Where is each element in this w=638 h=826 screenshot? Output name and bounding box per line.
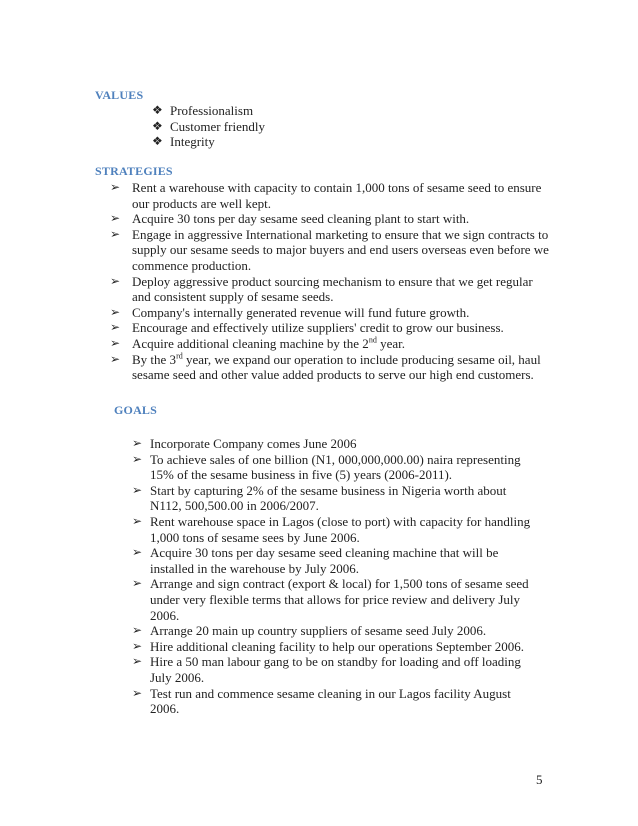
list-item: ➢ Company's internally generated revenue will fund future growth. [110,304,470,320]
arrow-bullet-icon: ➢ [110,335,121,350]
arrow-bullet-icon: ➢ [132,436,143,450]
arrow-bullet-icon: ➢ [110,273,121,288]
arrow-bullet-icon: ➢ [132,623,143,638]
arrow-bullet-icon: ➢ [110,320,121,335]
values-list [152,103,452,150]
list-item: ➢ Arrange 20 main up country suppliers of sesame seed July 2006. [132,623,487,639]
list-item: ❖ Customer friendly [152,118,265,134]
diamond-bullet-icon: ❖ [152,134,163,149]
arrow-bullet-icon: ➢ [110,180,121,194]
list-item: ➢ Hire additional cleaning facility to help our operations September 2006. [132,638,525,654]
list-item: ➢ Test run and commence sesame cleaning in our Lagos facility August 2006. [132,685,511,717]
strategies-heading: STRATEGIES [95,164,173,178]
list-item: ➢ Start by capturing 2% of the sesame business in Nigeria worth about N112, 500,500.00 in 2006/2007. [132,482,507,514]
arrow-bullet-icon: ➢ [132,451,143,466]
list-item: ➢ Acquire additional cleaning machine by the 2nd year. [110,335,405,351]
list-item: ➢ Encourage and effectively utilize suppliers' credit to grow our business. [110,320,504,336]
list-item: ➢ Rent warehouse space in Lagos (close to port) with capacity for handling 1,000 tons of sesame sees by June 2006. [132,513,531,545]
goals-list [132,436,532,717]
list-item: ➢ Hire a 50 man labour gang to be on standby for loading and off loading July 2006. [132,654,521,685]
list-item: ➢ Arrange and sign contract (export & local) for 1,500 tons of sesame seed under very flexible terms that allows for price review and delivery July 2006. [132,576,529,623]
arrow-bullet-icon: ➢ [132,685,143,700]
list-item: ➢ By the 3rd year, we expand our operation to include producing sesame oil, haul sesame seed and other value added products to serve our high end customers. [110,351,541,383]
arrow-bullet-icon: ➢ [110,226,121,241]
diamond-bullet-icon: ❖ [152,118,163,133]
list-item: ➢ Acquire 30 tons per day sesame seed cleaning machine that will be installed in the warehouse by July 2006. [132,545,499,576]
arrow-bullet-icon: ➢ [132,513,143,528]
arrow-bullet-icon: ➢ [132,654,143,669]
page-number: 5 [536,772,543,787]
strategies-list [110,180,550,383]
arrow-bullet-icon: ➢ [110,211,121,226]
values-heading: VALUES [95,88,144,102]
arrow-bullet-icon: ➢ [132,638,143,653]
diamond-bullet-icon: ❖ [152,103,163,117]
arrow-bullet-icon: ➢ [132,545,143,560]
list-item: ➢ Acquire 30 tons per day sesame seed cleaning plant to start with. [110,211,470,227]
list-item: ➢ To achieve sales of one billion (N1, 000,000,000.00) naira representing 15% of the sesame business in five (5) years (2006-2011). [132,451,521,483]
list-item: ➢ Engage in aggressive International marketing to ensure that we sign contracts to supply our sesame seeds to major buyers and end users overseas even before we commence production. [110,226,549,273]
arrow-bullet-icon: ➢ [110,351,121,366]
list-item: ➢ Rent a warehouse with capacity to contain 1,000 tons of sesame seed to ensure our products are well kept. [110,180,542,211]
arrow-bullet-icon: ➢ [132,482,143,497]
list-item: ➢ Deploy aggressive product sourcing mechanism to ensure that we get regular and consistent supply of sesame seeds. [110,273,533,305]
list-item: ➢ Incorporate Company comes June 2006 [132,436,357,451]
list-item: ❖ Integrity [152,134,215,150]
list-item: ❖ Professionalism [152,103,254,118]
arrow-bullet-icon: ➢ [132,576,143,591]
arrow-bullet-icon: ➢ [110,304,121,319]
goals-heading: GOALS [114,403,158,417]
